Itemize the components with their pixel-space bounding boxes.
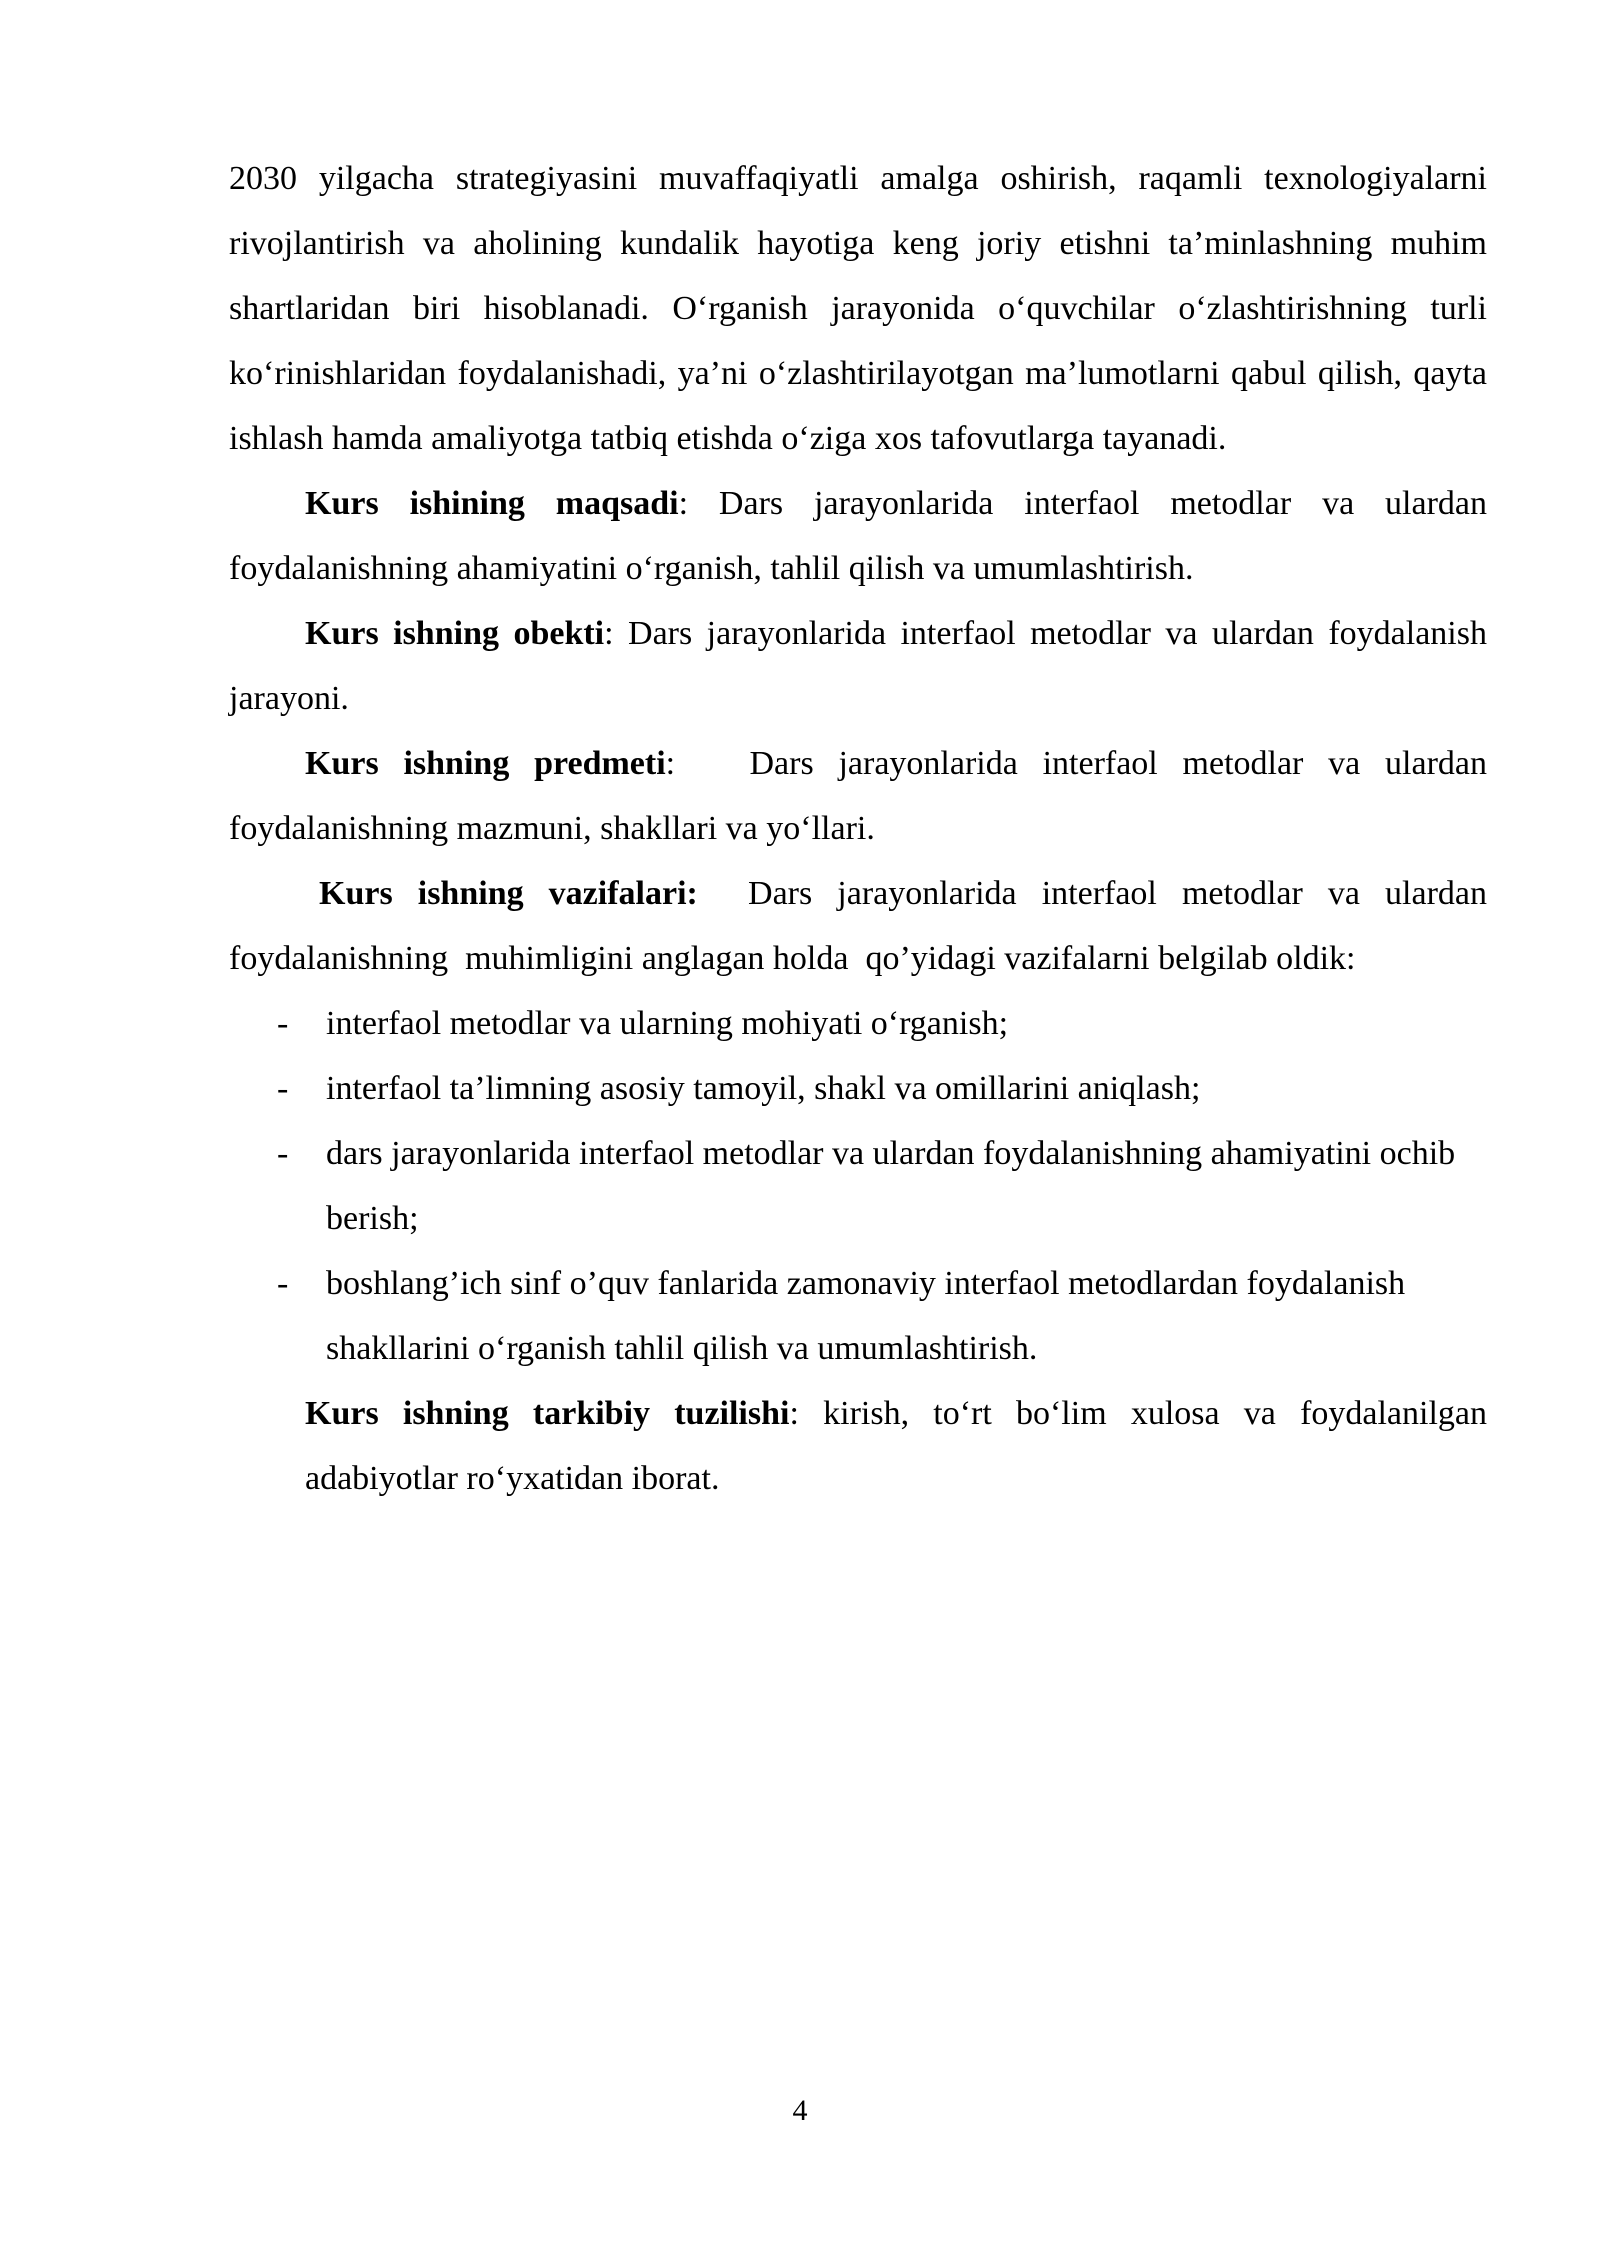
object-paragraph: [229, 601, 1487, 731]
list-item-text: dars jarayonlarida interfaol metodlar va ulardan foydalanishning ahamiyatini ochib berish;: [326, 1135, 1456, 1237]
tasks-paragraph: [229, 861, 1496, 991]
structure-label: Kurs ishning tarkibiy tuzilishi: [305, 1395, 790, 1432]
intro-text: 2030 yilgacha strategiyasini muvaffaqiyatli amalga oshirish, raqamli texnologiyalarni rivojlantirish va aholining kundalik hayotiga keng joriy etishni ta’minlashning muhim shartlaridan biri hisoblanadi. O‘rganish jarayonida o‘quvchilar o‘zlashtirishning turli ko‘rinishlaridan foydalanishadi, ya’ni o‘zlashtirilayotgan ma’lumotlarni qabul qilish, qayta ishlash hamda amaliyotga tatbiq etishda o‘ziga xos tafovutlarga tayanadi.: [229, 160, 1487, 457]
list-dash: -: [277, 1005, 289, 1042]
tasks-text: Dars jarayonlarida interfaol metodlar va ulardan foydalanishning muhimligini anglagan holda qo’yidagi vazifalarni belgilab oldik:: [229, 875, 1496, 977]
tasks-label: Kurs ishning vazifalari:: [319, 875, 698, 912]
list-dash: -: [277, 1135, 289, 1172]
subject-paragraph: [229, 731, 1496, 861]
goal-text: : Dars jarayonlarida interfaol metodlar va ulardan foydalanishning ahamiyatini o‘rganish, tahlil qilish va umumlashtirish.: [229, 485, 1488, 587]
list-item-text: interfaol ta’limning asosiy tamoyil, shakl va omillarini aniqlash;: [326, 1070, 1201, 1107]
list-dash: -: [277, 1070, 289, 1107]
goal-paragraph: [229, 471, 1487, 601]
list-item-text: boshlang’ich sinf o’quv fanlarida zamonaviy interfaol metodlardan foydalanish shakllarini o‘rganish tahlil qilish va umumlashtirish.: [326, 1265, 1406, 1367]
subject-text: : Dars jarayonlarida interfaol metodlar va ulardan foydalanishning mazmuni, shakllari va yo‘llari.: [229, 745, 1496, 847]
list-dash: -: [277, 1265, 289, 1302]
tasks-list: [229, 991, 1487, 1381]
list-item: [229, 1121, 1487, 1251]
structure-text: : kirish, to‘rt bo‘lim xulosa va foydalanilgan adabiyotlar ro‘yxatidan iborat.: [305, 1395, 1488, 1497]
document-body: [229, 146, 1496, 1511]
list-item: [229, 991, 1487, 1056]
intro-paragraph: [229, 146, 1487, 471]
list-item: [229, 1251, 1487, 1381]
subject-label: Kurs ishning predmeti: [305, 745, 666, 782]
page-number: 4: [792, 2094, 808, 2127]
object-label: Kurs ishning obekti: [305, 615, 605, 652]
structure-paragraph: [229, 1381, 1487, 1511]
list-item-text: interfaol metodlar va ularning mohiyati o‘rganish;: [326, 1005, 1009, 1042]
object-text: : Dars jarayonlarida interfaol metodlar va ulardan foydalanish jarayoni.: [229, 615, 1487, 717]
list-item: [229, 1056, 1487, 1121]
goal-label: Kurs ishining maqsadi: [305, 485, 679, 522]
